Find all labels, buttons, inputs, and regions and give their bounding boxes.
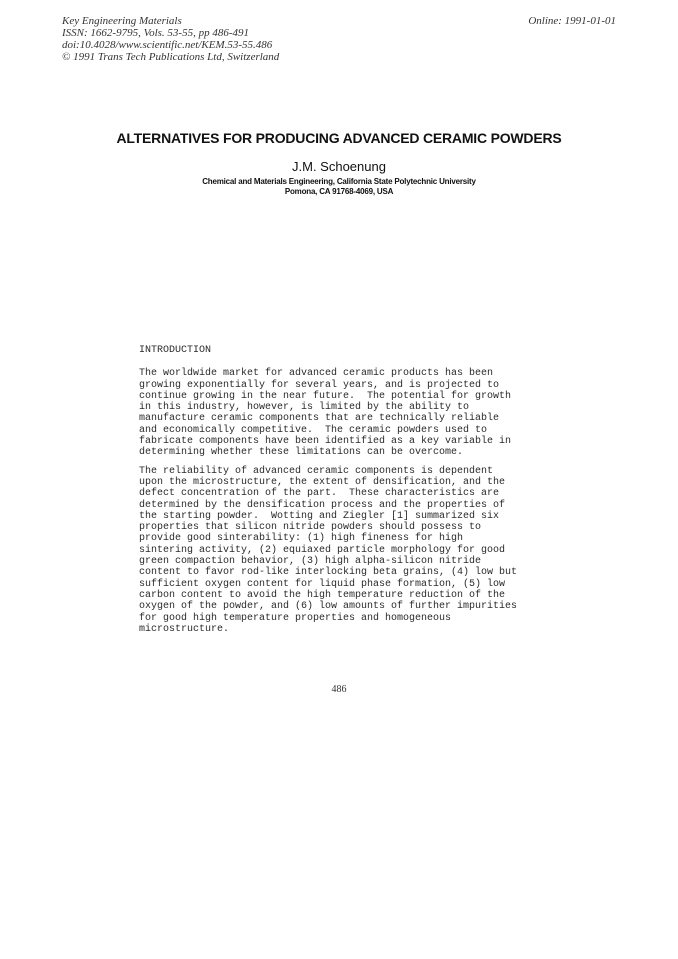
text-line: sufficient oxygen content for liquid phase formation, (5) low [139, 578, 506, 590]
text-line: The worldwide market for advanced ceramic products has been [139, 368, 494, 380]
journal-copyright: © 1991 Trans Tech Publications Ltd, Switzerland [62, 51, 280, 63]
text-line: determining whether these limitations can be overcome. [139, 447, 464, 459]
text-line: fabricate components have been identified as a key variable in [139, 436, 512, 448]
body-text [139, 345, 559, 642]
text-line: sintering activity, (2) equiaxed particle morphology for good [139, 544, 506, 556]
journal-issn: ISSN: 1662-9795, Vols. 53-55, pp 486-491 [62, 27, 249, 39]
text-line: upon the microstructure, the extent of densification, and the [139, 476, 506, 488]
author-name: J.M. Schoenung [292, 159, 386, 174]
journal-header [62, 15, 279, 63]
text-line: the starting powder. Wotting and Ziegler [1] summarized six [139, 510, 500, 522]
text-line: in this industry, however, is limited by the ability to [139, 402, 470, 414]
text-line: continue growing in the near future. The potential for growth [139, 390, 512, 402]
affiliation-line: Pomona, CA 91768-4069, USA [284, 187, 394, 196]
text-line: and economically competitive. The ceramic powders used to [139, 424, 488, 436]
text-line: manufacture ceramic components that are technically reliable [139, 413, 500, 425]
page-number: 486 [331, 684, 347, 695]
section-heading: INTRODUCTION [139, 345, 212, 356]
online-date: Online: 1991-01-01 [528, 15, 616, 27]
text-line: provide good sinterability: (1) high fineness for high [139, 533, 464, 545]
paragraph [139, 466, 559, 635]
text-line: oxygen of the powder, and (6) low amounts of further impurities [139, 601, 518, 613]
author-affiliation [0, 177, 678, 197]
text-line: defect concentration of the part. These characteristics are [139, 488, 500, 500]
paragraph [139, 368, 559, 458]
text-line: properties that silicon nitride powders should possess to [139, 522, 482, 534]
text-line: for good high temperature properties and homogeneous [139, 612, 452, 624]
journal-name: Key Engineering Materials [62, 15, 182, 27]
text-line: green compaction behavior, (3) high alpha-silicon nitride [139, 556, 482, 568]
paper-title: ALTERNATIVES FOR PRODUCING ADVANCED CERAMIC POWDERS [116, 130, 562, 146]
text-line: content to favor rod-like interlocking beta grains, (4) low but [139, 567, 518, 579]
text-line: carbon content to avoid the high temperature reduction of the [139, 589, 506, 601]
text-line: determined by the densification process and the properties of [139, 499, 506, 511]
affiliation-line: Chemical and Materials Engineering, California State Polytechnic University [202, 177, 476, 186]
text-line: growing exponentially for several years, and is projected to [139, 379, 500, 391]
journal-doi: doi:10.4028/www.scientific.net/KEM.53-55.486 [62, 39, 273, 51]
text-line: microstructure. [139, 623, 230, 635]
text-line: The reliability of advanced ceramic components is dependent [139, 465, 494, 477]
